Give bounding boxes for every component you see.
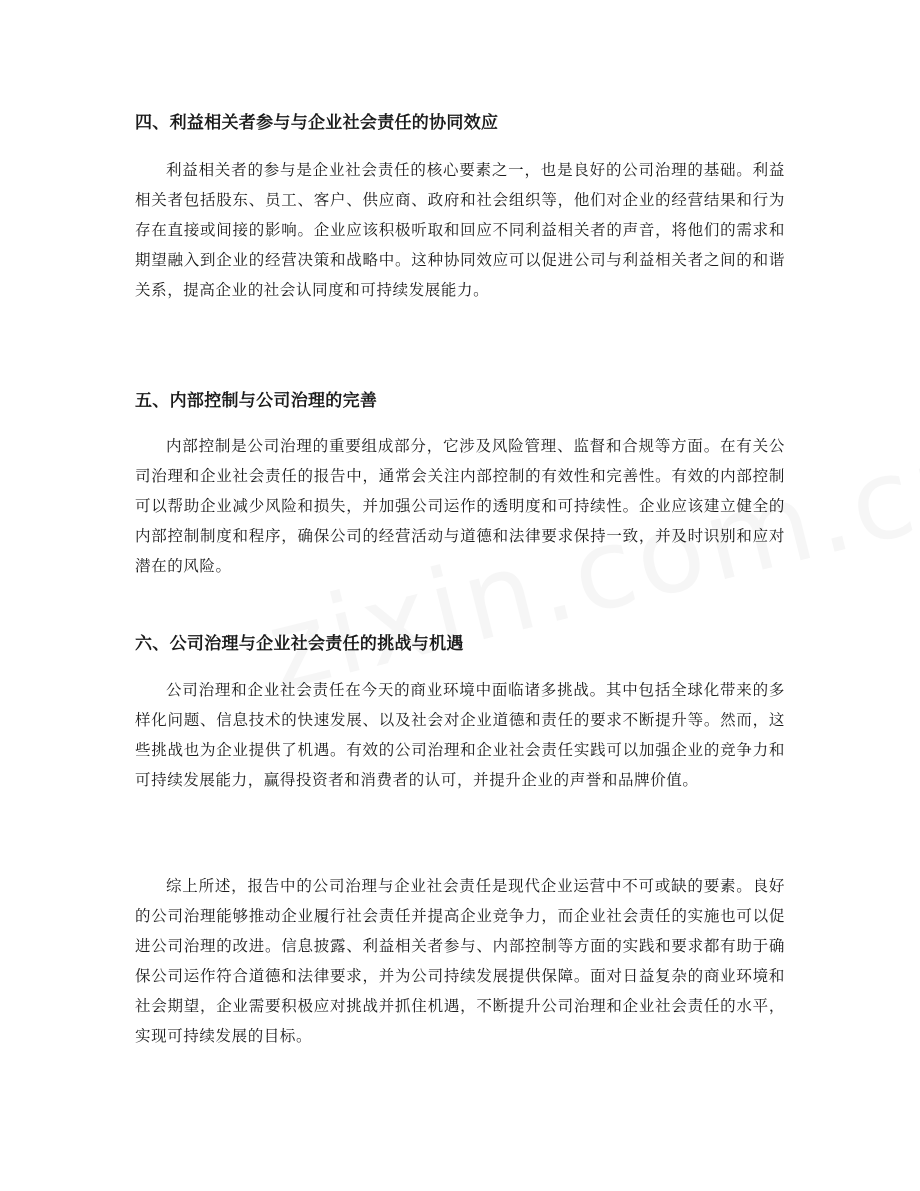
section-paragraph-5: 内部控制是公司治理的重要组成部分，它涉及风险管理、监督和合规等方面。在有关公司治理和企业社会责任的报告中，通常会关注内部控制的有效性和完善性。有效的内部控制可以帮助企业减少风险和损失，并加强公司运作的透明度和可持续性。企业应该建立健全的内部控制制度和程序，确保公司的经营活动与道德和法律要求保持一致，并及时识别和应对潜在的风险。: [135, 437, 785, 575]
conclusion-paragraph: 综上所述，报告中的公司治理与企业社会责任是现代企业运营中不可或缺的要素。良好的公司治理能够推动企业履行社会责任并提高企业竞争力，而企业社会责任的实施也可以促进公司治理的改进。信息披露、利益相关者参与、内部控制等方面的实践和要求都有助于确保公司运作符合道德和法律要求，并为公司持续发展提供保障。面对日益复杂的商业环境和社会期望，企业需要积极应对挑战并抓住机遇，不断提升公司治理和企业社会责任的水平，实现可持续发展的目标。: [135, 877, 785, 1045]
section-paragraph-6: 公司治理和企业社会责任在今天的商业环境中面临诸多挑战。其中包括全球化带来的多样化问题、信息技术的快速发展、以及社会对企业道德和责任的要求不断提升等。然而，这些挑战也为企业提供了机遇。有效的公司治理和企业社会责任实践可以加强企业的竞争力和可持续发展能力，赢得投资者和消费者的认可，并提升企业的声誉和品牌价值。: [135, 681, 785, 789]
section-heading-4: 四、利益相关者参与与企业社会责任的协同效应: [135, 113, 499, 133]
section-heading-5: 五、内部控制与公司治理的完善: [135, 391, 378, 411]
section-heading-6: 六、公司治理与企业社会责任的挑战与机遇: [135, 634, 464, 654]
section-paragraph-4: 利益相关者的参与是企业社会责任的核心要素之一，也是良好的公司治理的基础。利益相关者包括股东、员工、客户、供应商、政府和社会组织等，他们对企业的经营结果和行为存在直接或间接的影响。企业应该积极听取和回应不同利益相关者的声音，将他们的需求和期望融入到企业的经营决策和战略中。这种协同效应可以促进公司与利益相关者之间的和谐关系，提高企业的社会认同度和可持续发展能力。: [135, 161, 785, 299]
